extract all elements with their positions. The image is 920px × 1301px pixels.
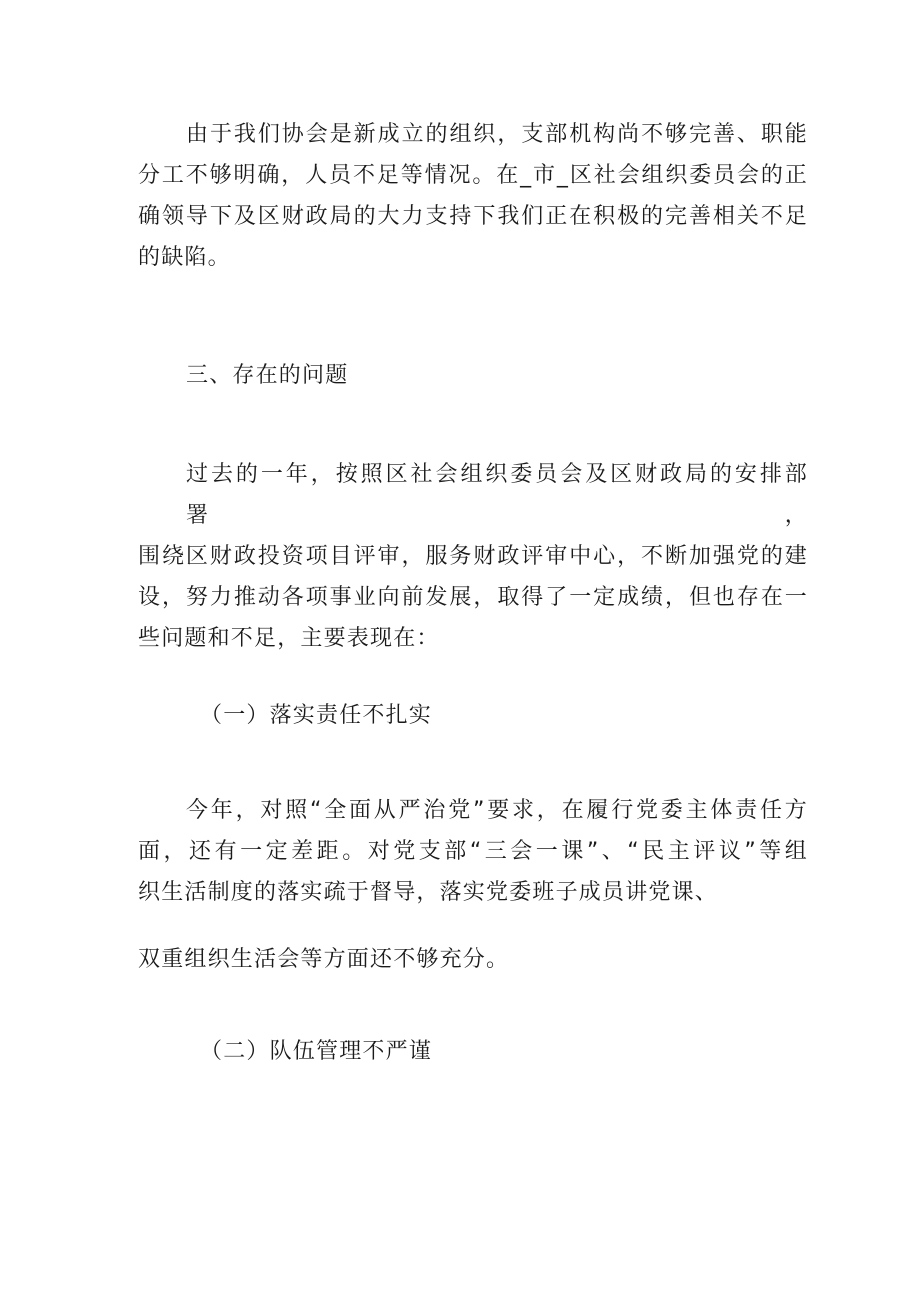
paragraph-line: 今年，对照“全面从严治党”要求，在履行党委主体责任方: [186, 798, 808, 823]
paragraph-line: 织生活制度的落实疏于督导，落实党委班子成员讲党课、: [138, 880, 719, 905]
paragraph-line: 围绕区财政投资项目评审，服务财政评审中心，不断加强党的建: [138, 544, 808, 569]
paragraph-organization-status: [138, 114, 808, 278]
subheading-team-management: （二）队伍管理不严谨: [200, 1039, 433, 1064]
subheading-responsibility: （一）落实责任不扎实: [200, 703, 433, 728]
paragraph-line: 由于我们协会是新成立的组织，支部机构尚不够完善、职能: [186, 122, 808, 147]
section-heading-problems: 三、存在的问题: [186, 363, 349, 388]
paragraph-dual-organization: [138, 939, 808, 980]
paragraph-line: 些问题和不足，主要表现在：: [138, 626, 440, 651]
paragraph-line: 的缺陷。: [138, 245, 231, 270]
paragraph-this-year: [138, 790, 808, 913]
paragraph-past-year: [138, 454, 808, 659]
paragraph-line: 过去的一年，按照区社会组织委员会及区财政局的安排部署，: [186, 462, 808, 528]
paragraph-line: 面，还有一定差距。对党支部“三会一课”、“民主评议”等组: [138, 839, 808, 864]
paragraph-line: 分工不够明确，人员不足等情况。在_市_区社会组织委员会的正: [138, 163, 808, 188]
paragraph-line: 确领导下及区财政局的大力支持下我们正在积极的完善相关不足: [138, 204, 808, 229]
paragraph-line: 设，努力推动各项事业向前发展，取得了一定成绩，但也存在一: [138, 585, 808, 610]
paragraph-line: 双重组织生活会等方面还不够充分。: [138, 947, 510, 972]
